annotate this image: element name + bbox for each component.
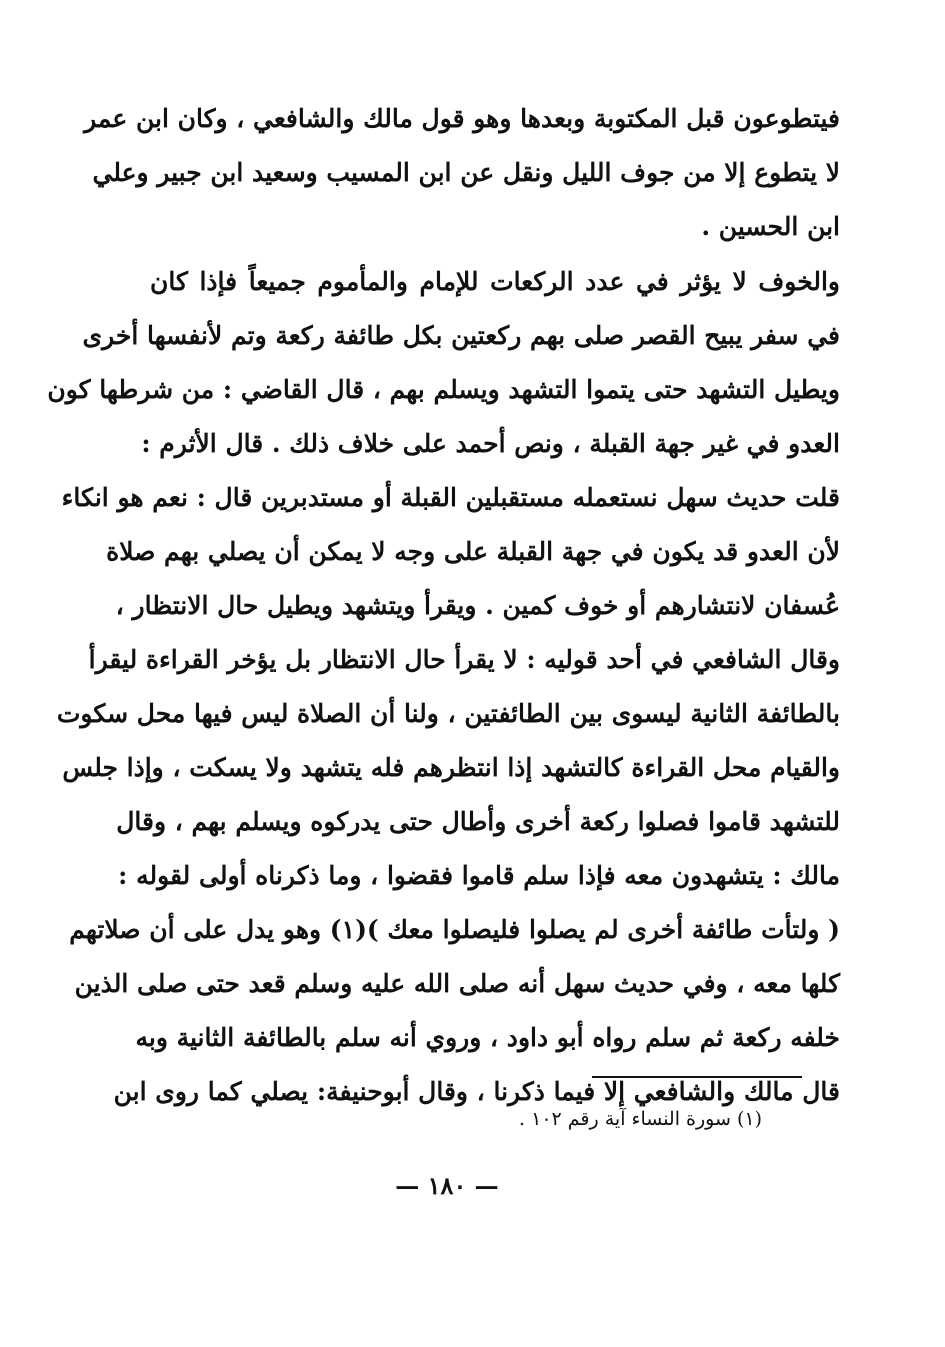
text-line: والقيام محل القراءة كالتشهد إذا انتظرهم فله يتشهد ولا يسكت ، وإذا جلس <box>62 753 840 782</box>
text-line: لا يتطوع إلا من جوف الليل ونقل عن ابن المسيب وسعيد ابن جبير وعلي <box>92 158 840 187</box>
paragraph-1 <box>84 92 840 254</box>
text-line: العدو في غير جهة القبلة ، ونص أحمد على خلاف ذلك . قال الأثرم : <box>141 429 840 458</box>
text-line: ( ولتأت طائفة أخرى لم يصلوا فليصلوا معك )(١) وهو يدل على أن صلاتهم <box>69 915 840 944</box>
footnote-divider <box>592 1076 802 1078</box>
text-line: في سفر يبيح القصر صلى بهم ركعتين بكل طائفة ركعة وتم لأنفسها أخرى <box>82 321 840 350</box>
text-line: بالطائفة الثانية ليسوى بين الطائفتين ، ولنا أن الصلاة ليس فيها محل سكوت <box>56 699 840 728</box>
paragraph-2 <box>47 255 840 1119</box>
text-line: ويطيل التشهد حتى يتموا التشهد ويسلم بهم ، قال القاضي : من شرطها كون <box>47 375 840 404</box>
text-line: خلفه ركعة ثم سلم رواه أبو داود ، وروي أنه سلم بالطائفة الثانية وبه <box>135 1023 840 1052</box>
page-number: — ١٨٠ — <box>395 1171 499 1200</box>
text-line: وقال الشافعي في أحد قوليه : لا يقرأ حال الانتظار بل يؤخر القراءة ليقرأ <box>88 645 840 674</box>
text-line: قال مالك والشافعي إلا فيما ذكرنا ، وقال أبوحنيفة: يصلي كما روى ابن <box>113 1077 840 1106</box>
text-line: ابن الحسين . <box>701 212 840 241</box>
text-line: فيتطوعون قبل المكتوبة وبعدها وهو قول مالك والشافعي ، وكان ابن عمر <box>84 104 840 133</box>
text-line: عُسفان لانتشارهم أو خوف كمين . ويقرأ ويتشهد ويطيل حال الانتظار ، <box>115 591 840 620</box>
text-line: للتشهد قاموا فصلوا ركعة أخرى وأطال حتى يدركوه ويسلم بهم ، وقال <box>116 807 840 836</box>
text-line: لأن العدو قد يكون في جهة القبلة على وجه لا يمكن أن يصلي بهم صلاة <box>106 537 840 566</box>
text-line: كلها معه ، وفي حديث سهل أنه صلى الله عليه وسلم قعد حتى صلى الذين <box>74 969 840 998</box>
text-line: مالك : يتشهدون معه فإذا سلم قاموا فقضوا ، وما ذكرناه أولى لقوله : <box>118 861 840 890</box>
footnote: (١) سورة النساء آية رقم ١٠٢ . <box>519 1108 762 1130</box>
text-line: والخوف لا يؤثر في عدد الركعات للإمام والمأموم جميعاً فإذا كان <box>150 267 840 296</box>
text-line: قلت حديث سهل نستعمله مستقبلين القبلة أو مستدبرين قال : نعم هو انكاء <box>61 483 840 512</box>
